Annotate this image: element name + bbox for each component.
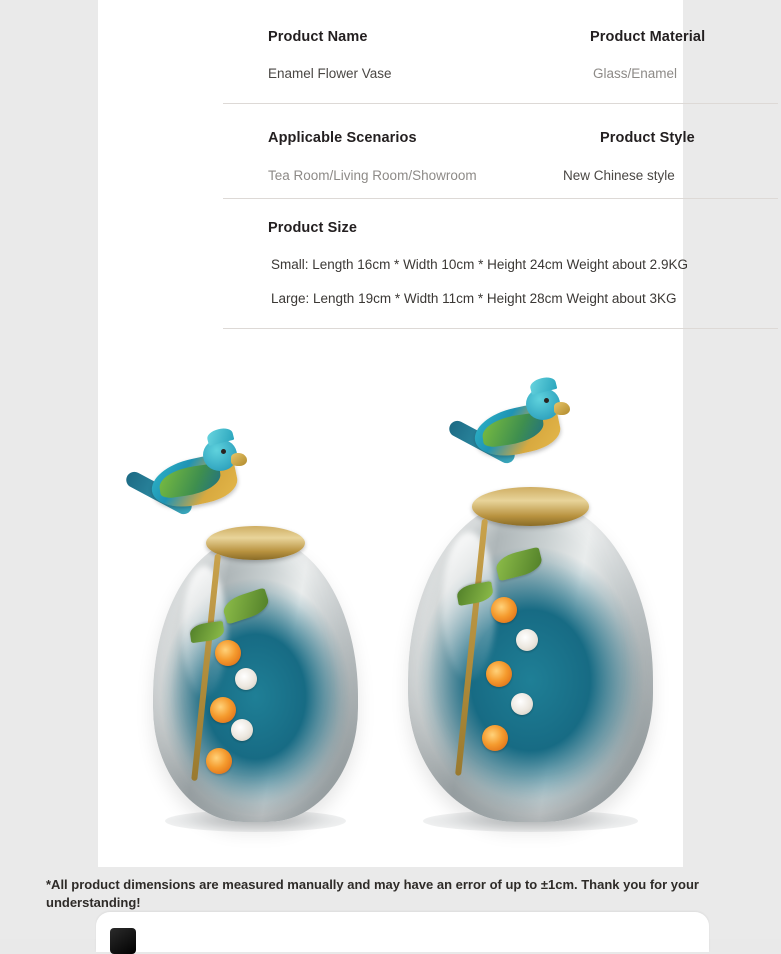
- large-vase: [408, 500, 653, 822]
- flower-icon: [215, 640, 241, 666]
- specification-table: [223, 0, 778, 329]
- flower-icon: [482, 725, 508, 751]
- bird-beak: [554, 402, 570, 415]
- table-row: [223, 199, 778, 329]
- bird-figurine: [145, 429, 265, 559]
- flower-icon: [511, 693, 533, 715]
- applicable-scenarios-value: Tea Room/Living Room/Showroom: [268, 168, 477, 183]
- table-row: [223, 0, 778, 104]
- flower-icon: [235, 668, 257, 690]
- small-vase: [153, 537, 358, 822]
- product-name-label: Product Name: [268, 29, 368, 45]
- bottom-partial-card: [96, 912, 709, 952]
- bird-eye: [544, 398, 549, 403]
- flower-icon: [210, 697, 236, 723]
- measurement-disclaimer: *All product dimensions are measured manually and may have an error of up to ±1cm. Thank you for your understanding!: [46, 877, 699, 910]
- page-left-margin: [0, 0, 98, 939]
- product-photo-scene: [98, 332, 683, 860]
- table-row: [223, 104, 778, 199]
- bird-beak: [231, 453, 247, 466]
- product-style-value: New Chinese style: [563, 168, 675, 183]
- product-name-value: Enamel Flower Vase: [268, 66, 392, 81]
- product-photo: [98, 332, 683, 860]
- product-size-label: Product Size: [268, 220, 358, 236]
- flower-icon: [491, 597, 517, 623]
- product-size-large: Large: Length 19cm * Width 11cm * Height 28cm Weight about 3KG: [271, 291, 677, 306]
- flower-icon: [206, 748, 232, 774]
- product-material-label: Product Material: [590, 29, 706, 45]
- product-size-small: Small: Length 16cm * Width 10cm * Height 24cm Weight about 2.9KG: [271, 257, 688, 272]
- bird-eye: [221, 449, 226, 454]
- bird-figurine: [468, 378, 588, 508]
- flower-icon: [516, 629, 538, 651]
- product-style-label: Product Style: [600, 130, 695, 146]
- product-material-value: Glass/Enamel: [593, 66, 678, 81]
- applicable-scenarios-label: Applicable Scenarios: [268, 130, 417, 146]
